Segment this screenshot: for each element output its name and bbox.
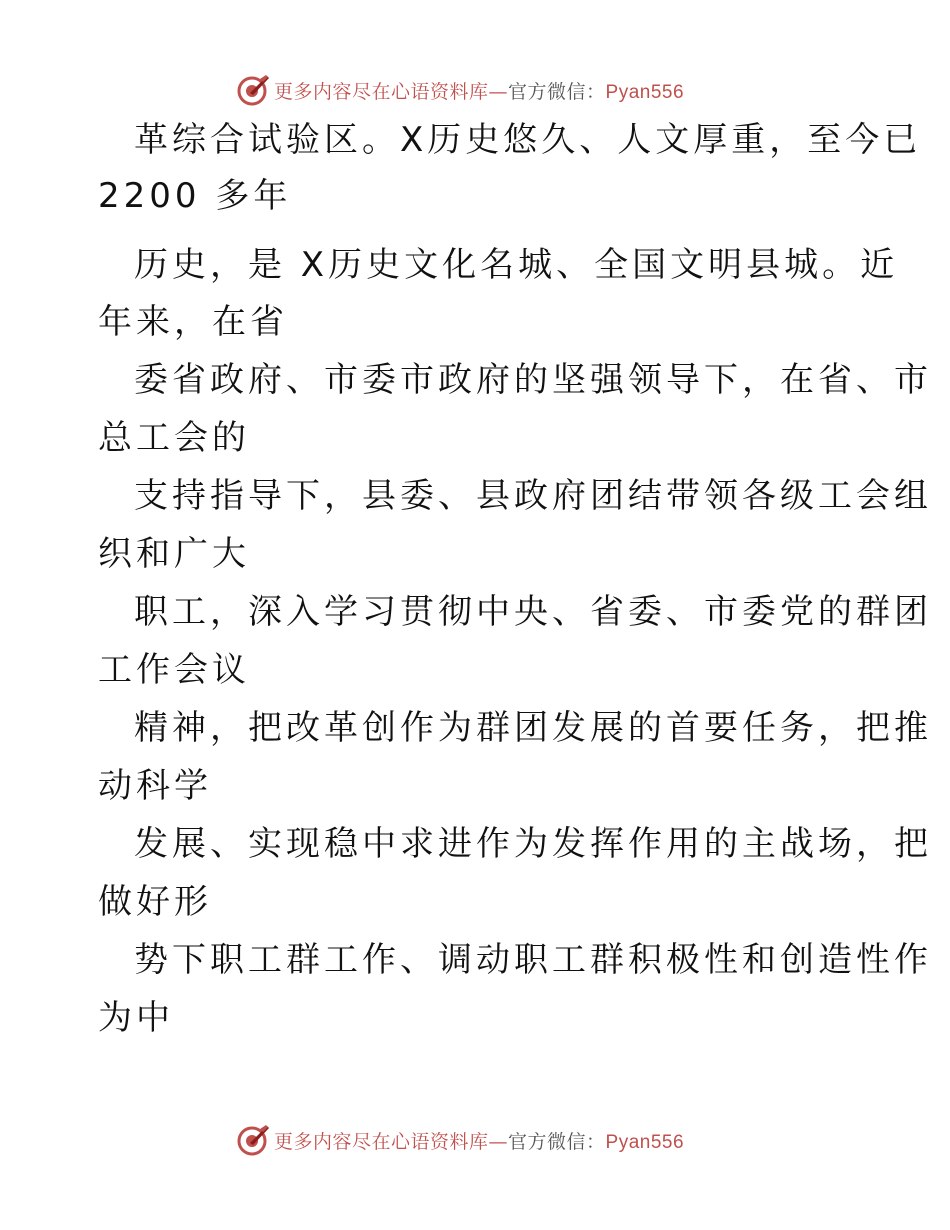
watermark-wechat-id: Pyan556	[605, 81, 685, 103]
watermark-site: 更多内容尽在心语资料库—	[274, 80, 509, 103]
paragraph-line: 发展、实现稳中求进作为发挥作用的主战场，把	[134, 824, 932, 864]
paragraph-line-wrap: 工作会议	[98, 650, 250, 690]
paragraph-line-wrap: 织和广大	[98, 534, 250, 574]
watermark-wechat-label: 官方微信：	[508, 80, 606, 103]
watermark-wechat-id: Pyan556	[605, 1131, 685, 1153]
quill-logo-icon	[236, 1123, 270, 1157]
paragraph-line-wrap: 为中	[98, 998, 174, 1038]
paragraph-line: 革综合试验区。X历史悠久、人文厚重，至今已	[134, 120, 922, 160]
paragraph-line-wrap: 动科学	[98, 766, 212, 806]
watermark-site: 更多内容尽在心语资料库—	[274, 1130, 509, 1153]
paragraph-line: 委省政府、市委市政府的坚强领导下，在省、市	[134, 360, 932, 400]
paragraph-line: 支持指导下，县委、县政府团结带领各级工会组	[134, 476, 932, 516]
paragraph-line: 职工，深入学习贯彻中央、省委、市委党的群团	[134, 592, 932, 632]
paragraph-line: 势下职工群工作、调动职工群积极性和创造性作	[134, 940, 932, 980]
paragraph-line-wrap: 做好形	[98, 882, 212, 922]
paragraph-line: 精神，把改革创作为群团发展的首要任务，把推	[134, 708, 932, 748]
watermark-text	[274, 1127, 684, 1154]
quill-logo-icon	[236, 73, 270, 107]
paragraph-line-wrap: 年来，在省	[98, 302, 288, 342]
paragraph-line-wrap: 2200 多年	[98, 176, 292, 216]
watermark-text	[274, 77, 684, 104]
header-watermark	[236, 72, 716, 108]
footer-watermark	[236, 1122, 716, 1158]
paragraph-line: 历史，是 X历史文化名城、全国文明县城。近	[134, 245, 899, 285]
watermark-wechat-label: 官方微信：	[508, 1130, 606, 1153]
paragraph-line-wrap: 总工会的	[98, 418, 250, 458]
